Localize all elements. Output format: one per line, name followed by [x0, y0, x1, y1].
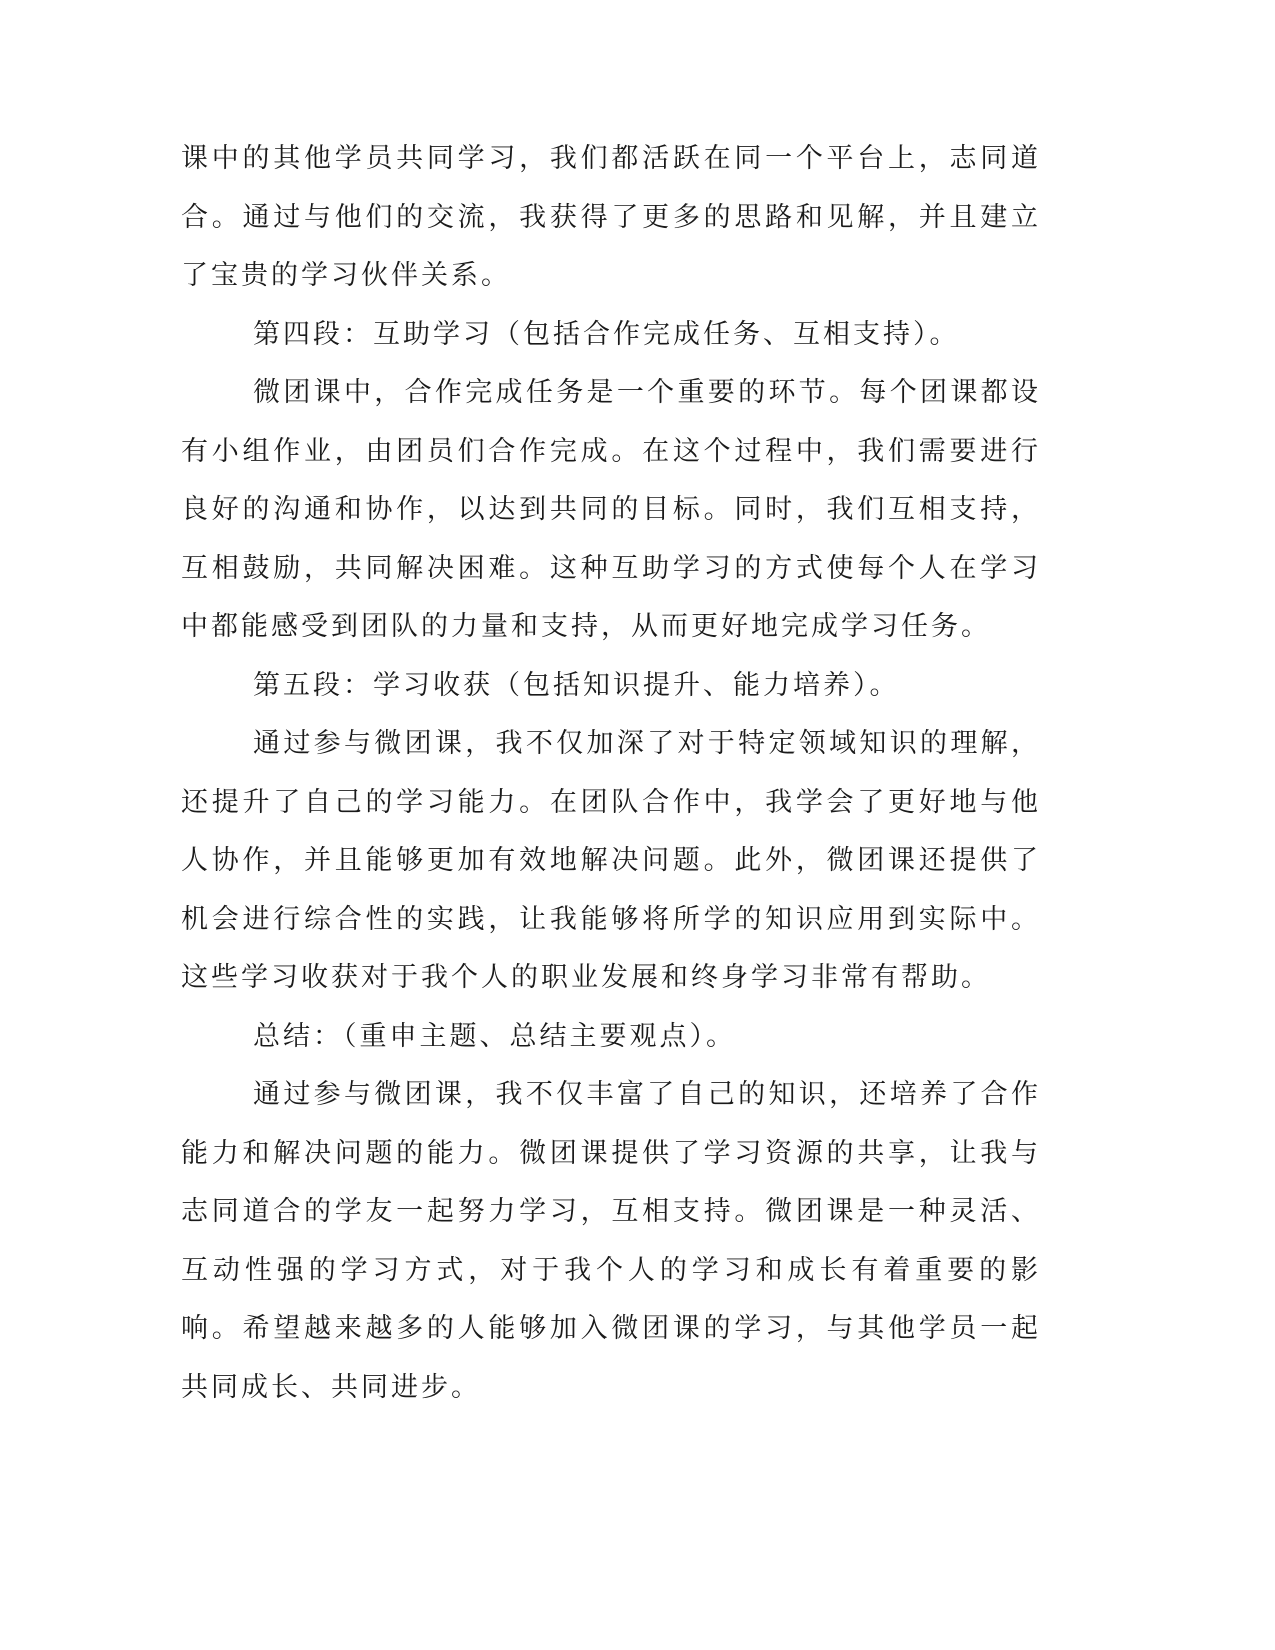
section-heading-summary: 总结：（重申主题、总结主要观点）。 [253, 1020, 736, 1052]
paragraph-continuation: 课中的其他学员共同学习，我们都活跃在同一个平台上，志同道合。通过与他们的交流，我获得了更多的思路和见解，并且建立了宝贵的学习伙伴关系。 [181, 143, 1041, 291]
document-body [181, 130, 1041, 1417]
paragraph-summary: 通过参与微团课，我不仅丰富了自己的知识，还培养了合作能力和解决问题的能力。微团课提供了学习资源的共享，让我与志同道合的学友一起努力学习，互相支持。微团课是一种灵活、互动性强的学习方式，对于我个人的学习和成长有着重要的影响。希望越来越多的人能够加入微团课的学习，与其他学员一起共同成长、共同进步。 [181, 1079, 1041, 1403]
paragraph-learning-gains: 通过参与微团课，我不仅加深了对于特定领域知识的理解，还提升了自己的学习能力。在团队合作中，我学会了更好地与他人协作，并且能够更加有效地解决问题。此外，微团课还提供了机会进行综合性的实践，让我能够将所学的知识应用到实际中。这些学习收获对于我个人的职业发展和终身学习非常有帮助。 [181, 728, 1041, 993]
section-heading-5: 第五段：学习收获（包括知识提升、能力培养）。 [253, 669, 900, 701]
section-heading-4: 第四段：互助学习（包括合作完成任务、互相支持）。 [253, 318, 960, 350]
paragraph-mutual-learning: 微团课中，合作完成任务是一个重要的环节。每个团课都设有小组作业，由团员们合作完成。在这个过程中，我们需要进行良好的沟通和协作，以达到共同的目标。同时，我们互相支持，互相鼓励，共同解决困难。这种互助学习的方式使每个人在学习中都能感受到团队的力量和支持，从而更好地完成学习任务。 [181, 377, 1041, 642]
